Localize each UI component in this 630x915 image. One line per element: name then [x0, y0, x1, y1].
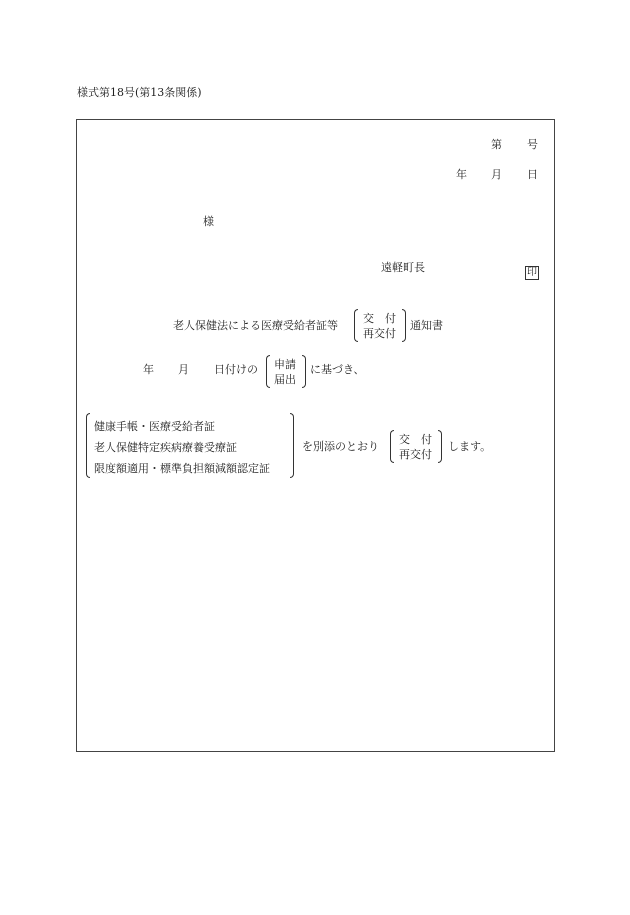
body-option-issue: 交 付 — [399, 433, 432, 446]
title-option-issue: 交 付 — [363, 312, 396, 325]
certificate-item: 限度額適用・標準負担額減額認定証 — [94, 462, 270, 475]
option-notification: 届出 — [274, 373, 296, 386]
seal-mark — [525, 260, 539, 280]
sender-title: 遠軽町長 — [381, 261, 425, 274]
addressee-honorific: 様 — [203, 215, 214, 228]
dateline-month: 月 — [178, 363, 189, 376]
date-month-label: 月 — [491, 168, 502, 181]
date-year-label: 年 — [456, 168, 467, 181]
body-middle-text: を別添のとおり — [302, 440, 379, 453]
certificate-item: 老人保健特定疾病療養受療証 — [94, 441, 237, 454]
title-option-reissue: 再交付 — [363, 327, 396, 340]
body-option-bracket — [390, 430, 442, 463]
dateline-day: 日付けの — [214, 363, 258, 376]
dateline-year: 年 — [143, 363, 154, 376]
title-option-bracket — [354, 309, 406, 342]
dateline-suffix: に基づき、 — [310, 363, 365, 376]
number-prefix: 第 — [491, 138, 502, 151]
option-application: 申請 — [274, 358, 296, 371]
certificate-list-bracket — [86, 413, 294, 478]
certificate-item: 健康手帳・医療受給者証 — [94, 420, 215, 433]
form-number-label: 様式第18号(第13条関係) — [77, 86, 202, 99]
body-suffix: します。 — [448, 440, 492, 453]
number-suffix: 号 — [527, 138, 538, 151]
request-option-bracket — [266, 355, 306, 388]
date-day-label: 日 — [527, 168, 538, 181]
document-title-suffix: 通知書 — [410, 319, 443, 332]
document-title: 老人保健法による医療受給者証等 — [173, 319, 338, 332]
seal-label: 印 — [527, 267, 537, 278]
body-option-reissue: 再交付 — [399, 448, 432, 461]
